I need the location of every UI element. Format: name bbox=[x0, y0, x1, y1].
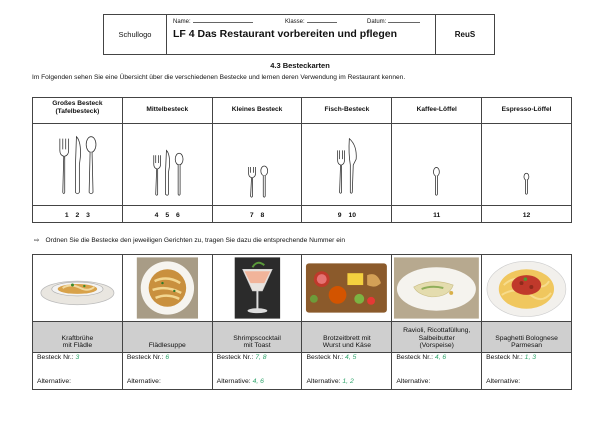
cutlery-numbers: 12 bbox=[522, 212, 531, 219]
date-field[interactable] bbox=[388, 18, 420, 23]
alternative-answer: Alternative: 4, 6 bbox=[216, 378, 264, 385]
alternative-answer: Alternative: bbox=[126, 378, 161, 385]
dish-name: Ravioli, Ricottafüllung, Salbeibutter (Vorspeise) bbox=[392, 321, 481, 353]
cutlery-numbers: 9 10 bbox=[337, 212, 357, 219]
alternative-answer: Alternative: 1, 2 bbox=[306, 378, 354, 385]
instruction: ⇨ Ordnen Sie die Bestecke den jeweiligen Gerichten zu, tragen Sie dazu die entsprechende Nummer ein bbox=[34, 237, 345, 244]
cutlery-title: Kaffee-Löffel bbox=[416, 106, 457, 113]
section-title: 4.3 Besteckarten bbox=[270, 61, 330, 70]
cutlery-table bbox=[32, 97, 572, 223]
dish-photo bbox=[302, 255, 391, 321]
cutlery-numbers: 11 bbox=[433, 212, 441, 219]
dish-name: Spaghetti Bolognese Parmesan bbox=[482, 321, 571, 353]
name-label: Name: bbox=[173, 19, 191, 25]
cutlery-numbers: 1 2 3 bbox=[64, 212, 90, 219]
cutlery-illustration bbox=[302, 123, 391, 206]
arrow-right-icon: ⇨ bbox=[34, 237, 40, 244]
dish-col bbox=[213, 255, 303, 389]
small-cutlery-icon bbox=[213, 124, 302, 205]
dishes-table bbox=[32, 254, 572, 390]
dish-col bbox=[482, 255, 571, 389]
dish-photo bbox=[123, 255, 212, 321]
dish-name: Kraftbrühe mit Flädle bbox=[33, 321, 122, 353]
worksheet-title: LF 4 Das Restaurant vorbereiten und pflegen bbox=[173, 28, 398, 40]
class-label: Klasse: bbox=[285, 19, 305, 25]
cutlery-number-answer: Besteck Nr.: 3 bbox=[37, 354, 80, 361]
cutlery-title: Großes Besteck (Tafelbesteck) bbox=[52, 100, 103, 115]
dish-photo bbox=[33, 255, 122, 321]
cutlery-title: Kleines Besteck bbox=[231, 106, 283, 113]
name-field[interactable] bbox=[193, 18, 253, 23]
date-label: Datum: bbox=[367, 19, 387, 25]
medium-cutlery-icon bbox=[123, 124, 212, 205]
intro-text: Im Folgenden sehen Sie eine Übersicht über die verschiedenen Bestecke und lernen deren Verwendung im Restaurant kennen. bbox=[32, 74, 406, 81]
cutlery-number-answer: Besteck Nr.: 4, 6 bbox=[396, 354, 447, 361]
worksheet-header bbox=[103, 14, 495, 55]
shrimp-cocktail-icon bbox=[213, 255, 302, 321]
cutlery-illustration bbox=[213, 123, 302, 206]
coffee-spoon-icon bbox=[392, 124, 481, 205]
cutlery-number-answer: Besteck Nr.: 1, 3 bbox=[486, 354, 537, 361]
cutlery-illustration bbox=[392, 123, 481, 206]
cutlery-col-medium bbox=[123, 98, 213, 222]
ravioli-icon bbox=[392, 255, 481, 321]
school-logo-placeholder: Schullogo bbox=[104, 15, 167, 54]
spaghetti-icon bbox=[482, 255, 571, 321]
cutlery-illustration bbox=[482, 123, 571, 206]
large-cutlery-icon bbox=[33, 124, 122, 205]
cutlery-col-small bbox=[213, 98, 303, 222]
cutlery-illustration bbox=[123, 123, 212, 206]
dish-photo bbox=[392, 255, 481, 321]
cutlery-numbers: 4 5 6 bbox=[154, 212, 180, 219]
dish-name: Shrimpscocktail mit Toast bbox=[213, 321, 302, 353]
cutlery-number-answer: Besteck Nr.: 7, 8 bbox=[216, 354, 267, 361]
pancake-soup-icon bbox=[123, 255, 212, 321]
cutlery-illustration bbox=[33, 123, 122, 206]
dish-name: Brotzeitbrett mit Wurst und Käse bbox=[302, 321, 391, 353]
cutlery-col-fish bbox=[302, 98, 392, 222]
dish-col bbox=[33, 255, 123, 389]
dish-name: Flädlesuppe bbox=[123, 321, 212, 353]
dish-col bbox=[392, 255, 482, 389]
alternative-answer: Alternative: bbox=[486, 378, 521, 385]
soup-bowl-icon bbox=[33, 255, 122, 321]
alternative-answer: Alternative: bbox=[37, 378, 72, 385]
cutlery-title: Mittelbesteck bbox=[146, 106, 189, 113]
cutlery-number-answer: Besteck Nr.: 6 bbox=[126, 354, 170, 361]
dish-col bbox=[123, 255, 213, 389]
dish-photo bbox=[482, 255, 571, 321]
cutlery-col-coffee bbox=[392, 98, 482, 222]
cutlery-numbers: 7 8 bbox=[249, 212, 265, 219]
dish-photo bbox=[213, 255, 302, 321]
dish-col bbox=[302, 255, 392, 389]
espresso-spoon-icon bbox=[482, 124, 571, 205]
cutlery-col-large bbox=[33, 98, 123, 222]
header-info bbox=[167, 15, 436, 54]
snack-board-icon bbox=[302, 255, 391, 321]
fish-cutlery-icon bbox=[302, 124, 391, 205]
class-field[interactable] bbox=[307, 18, 337, 23]
cutlery-number-answer: Besteck Nr.: 4, 5 bbox=[306, 354, 357, 361]
alternative-answer: Alternative: bbox=[396, 378, 431, 385]
cutlery-title: Fisch-Besteck bbox=[324, 106, 370, 113]
cutlery-title: Espresso-Löffel bbox=[501, 106, 552, 113]
subject-code: ReuS bbox=[454, 30, 476, 39]
cutlery-col-espresso bbox=[482, 98, 571, 222]
